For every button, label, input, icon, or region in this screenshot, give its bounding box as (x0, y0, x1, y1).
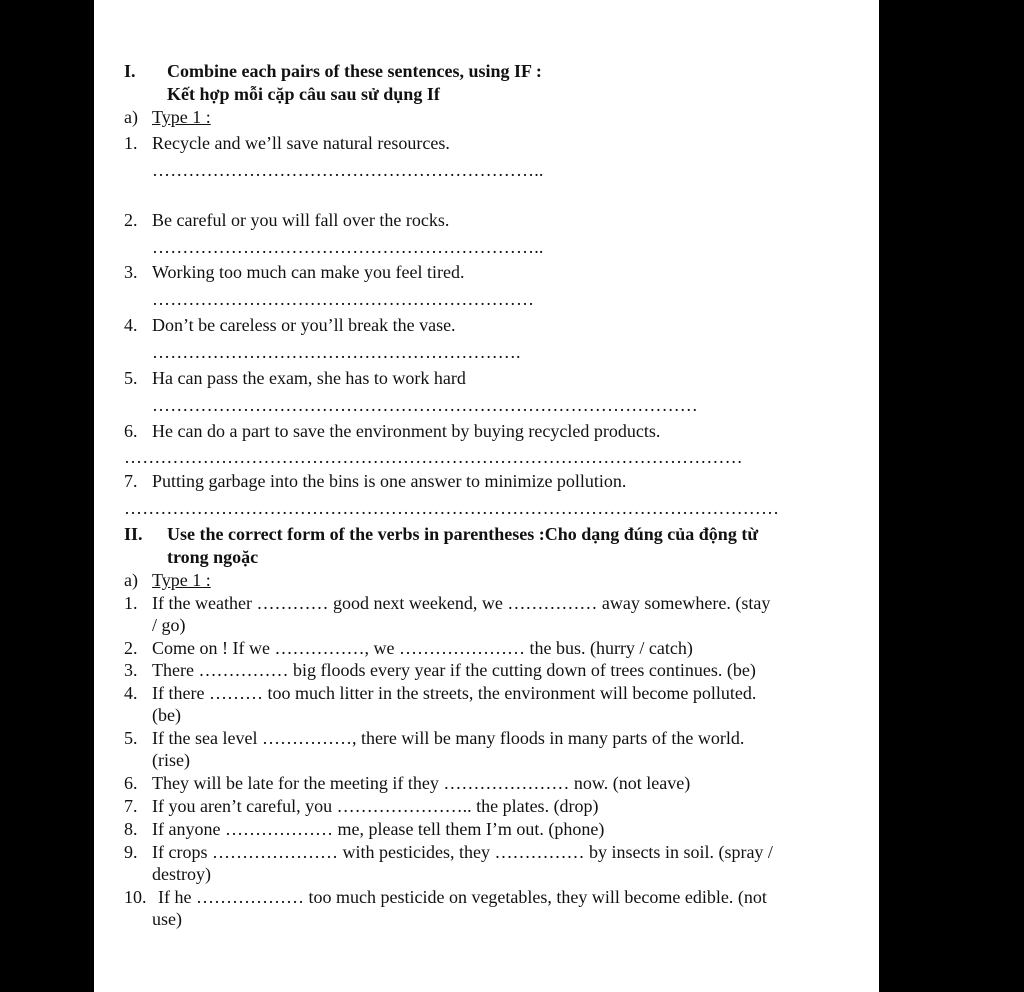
exercise-sentence: Recycle and we’ll save natural resources. (152, 133, 450, 153)
answer-line[interactable]: ……………………………………………………………………………… (152, 395, 698, 415)
exercise-sentence: Putting garbage into the bins is one answer to minimize pollution. (152, 471, 627, 491)
item-number: 2. (124, 210, 138, 230)
exercise-sentence-continued: use) (152, 909, 182, 929)
section1-title: Combine each pairs of these sentences, using IF : (167, 61, 542, 81)
exercise-sentence: If the weather ………… good next weekend, we …………… away somewhere. (stay (152, 593, 771, 613)
item-number: 2. (124, 638, 138, 658)
item-number: 9. (124, 842, 138, 862)
exercise-sentence: He can do a part to save the environment by buying recycled products. (152, 421, 661, 441)
item-number: 5. (124, 728, 138, 748)
exercise-sentence: Come on ! If we ……………, we ………………… the bus. (hurry / catch) (152, 638, 693, 658)
section2-type-label: Type 1 : (152, 570, 211, 590)
answer-line[interactable]: ……………………………………………………….. (152, 160, 544, 180)
worksheet-page (94, 0, 879, 992)
section2-title-continued: trong ngoặc (167, 547, 259, 567)
section1-subtitle: Kết hợp mỗi cặp câu sau sử dụng If (167, 84, 440, 104)
item-number: 10. (124, 887, 147, 907)
item-number: 4. (124, 683, 138, 703)
exercise-sentence: If the sea level ……………, there will be many floods in many parts of the world. (152, 728, 745, 748)
answer-line[interactable]: ……………………………………………………….. (152, 237, 544, 257)
item-number: 3. (124, 262, 138, 282)
answer-line[interactable]: ……………………………………………………………………………………………… (124, 498, 780, 518)
item-number: 5. (124, 368, 138, 388)
item-number: 1. (124, 593, 138, 613)
section1-roman: I. (124, 61, 136, 81)
exercise-sentence-continued: / go) (152, 615, 186, 635)
item-number: 4. (124, 315, 138, 335)
exercise-sentence-continued: (be) (152, 705, 181, 725)
answer-line[interactable]: ……………………………………………………… (152, 289, 535, 309)
item-number: 3. (124, 660, 138, 680)
exercise-sentence-continued: destroy) (152, 864, 211, 884)
exercise-sentence-continued: (rise) (152, 750, 190, 770)
exercise-sentence: Be careful or you will fall over the rocks. (152, 210, 450, 230)
answer-line[interactable]: ………………………………………………………………………………………… (124, 447, 743, 467)
exercise-sentence: They will be late for the meeting if they ………………… now. (not leave) (152, 773, 691, 793)
exercise-sentence: If he ……………… too much pesticide on vegetables, they will become edible. (not (158, 887, 767, 907)
exercise-sentence: Don’t be careless or you’ll break the vase. (152, 315, 456, 335)
item-number: 7. (124, 796, 138, 816)
item-number: 8. (124, 819, 138, 839)
section1-type-letter: a) (124, 107, 138, 127)
exercise-sentence: If anyone ……………… me, please tell them I’m out. (phone) (152, 819, 605, 839)
item-number: 6. (124, 773, 138, 793)
exercise-sentence: If there ……… too much litter in the streets, the environment will become polluted. (152, 683, 757, 703)
exercise-sentence: If you aren’t careful, you ………………….. the plates. (drop) (152, 796, 599, 816)
item-number: 1. (124, 133, 138, 153)
answer-line[interactable]: ……………………………………………………. (152, 342, 521, 362)
exercise-sentence: Ha can pass the exam, she has to work hard (152, 368, 466, 388)
section2-roman: II. (124, 524, 143, 544)
item-number: 7. (124, 471, 138, 491)
exercise-sentence: Working too much can make you feel tired. (152, 262, 465, 282)
exercise-sentence: If crops ………………… with pesticides, they …………… by insects in soil. (spray / (152, 842, 773, 862)
section2-type-letter: a) (124, 570, 138, 590)
section2-title: Use the correct form of the verbs in parentheses :Cho dạng đúng của động từ (167, 524, 759, 544)
section1-type-label: Type 1 : (152, 107, 211, 127)
item-number: 6. (124, 421, 138, 441)
exercise-sentence: There …………… big floods every year if the cutting down of trees continues. (be) (152, 660, 756, 680)
